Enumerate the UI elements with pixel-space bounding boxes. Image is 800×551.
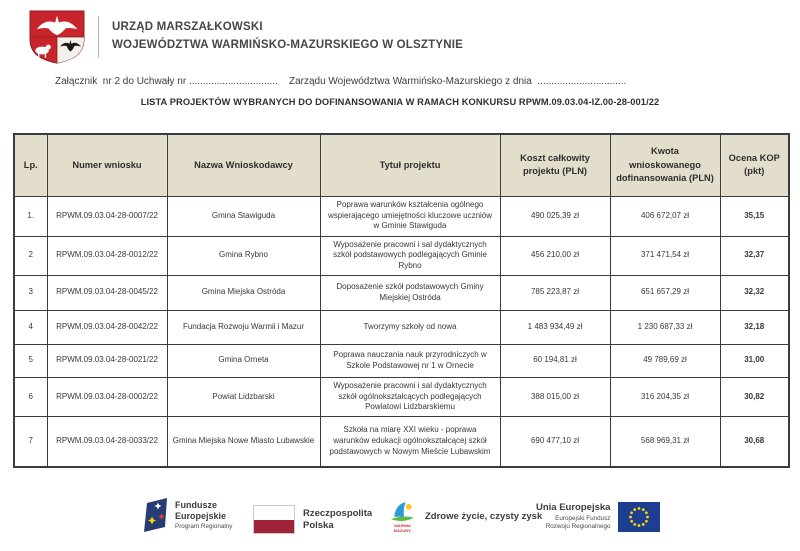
col-header-numer-wniosku: Numer wniosku: [47, 134, 167, 196]
european-funds-flag-icon: [144, 498, 168, 532]
cell-ocena: 32,37: [720, 236, 789, 275]
eu-sub1: Europejski Fundusz: [555, 514, 611, 522]
unia-europejska-text: [536, 503, 610, 531]
document-title: LISTA PROJEKTÓW WYBRANYCH DO DOFINANSOWANIA W RAMACH KONKURSU RPWM.09.03.04-IZ.00-28-001/22: [140, 97, 660, 107]
rzeczpospolita-polska-text: [303, 508, 372, 531]
cell-lp: 3: [14, 275, 47, 310]
table-row: [14, 196, 789, 236]
cell-koszt: 456 210,00 zł: [500, 236, 610, 275]
cell-koszt: 60 194,81 zł: [500, 344, 610, 377]
eu-line1: Unia Europejska: [536, 502, 611, 514]
fe-line1: Fundusze: [175, 500, 217, 511]
cell-lp: 4: [14, 310, 47, 344]
cell-lp: 2: [14, 236, 47, 275]
cell-tytul: Szkoła na miarę XXI wieku - poprawa warunków edukacji ogólnokształcącej szkół podstawowych w Nowym Mieście Lubawskim: [320, 417, 500, 467]
cell-kwota: 568 969,31 zł: [610, 417, 720, 467]
logo-rzeczpospolita-polska: [253, 505, 372, 534]
table-row: [14, 236, 789, 275]
letterhead-divider: [98, 16, 99, 58]
cell-wnioskodawca: Gmina Stawiguda: [167, 196, 320, 236]
cell-numer-wniosku: RPWM.09.03.04-28-0045/22: [47, 275, 167, 310]
cell-numer-wniosku: RPWM.09.03.04-28-0007/22: [47, 196, 167, 236]
table-row: [14, 310, 789, 344]
cell-numer-wniosku: RPWM.09.03.04-28-0012/22: [47, 236, 167, 275]
footer-logos: [0, 494, 800, 546]
cell-tytul: Tworzymy szkoły od nowa: [320, 310, 500, 344]
warmia-mazury-badge: [389, 500, 416, 534]
cell-lp: 1.: [14, 196, 47, 236]
table-header-row: [14, 134, 789, 196]
cell-wnioskodawca: Gmina Orneta: [167, 344, 320, 377]
col-header-wnioskodawca: Nazwa Wnioskodawcy: [167, 134, 320, 196]
cell-kwota: 316 204,35 zł: [610, 377, 720, 416]
warmia-masuria-coat-of-arms-icon: [28, 10, 86, 64]
warmia-mazury-sail-icon: [389, 500, 416, 523]
eu-flag-icon: [618, 502, 660, 532]
cell-ocena: 30,68: [720, 417, 789, 467]
projects-table: [13, 133, 790, 468]
cell-ocena: 30,82: [720, 377, 789, 416]
pl-line1: Rzeczpospolita: [303, 508, 373, 520]
col-header-tytul: Tytuł projektu: [320, 134, 500, 196]
cell-numer-wniosku: RPWM.09.03.04-28-0002/22: [47, 377, 167, 416]
cell-kwota: 371 471,54 zł: [610, 236, 720, 275]
cell-koszt: 1 483 934,49 zł: [500, 310, 610, 344]
cell-koszt: 490 025,39 zł: [500, 196, 610, 236]
cell-kwota: 651 657,29 zł: [610, 275, 720, 310]
col-header-lp: Lp.: [14, 134, 47, 196]
cell-numer-wniosku: RPWM.09.03.04-28-0042/22: [47, 310, 167, 344]
eu-sub2: Rozwoju Regionalnego: [545, 522, 611, 530]
cell-numer-wniosku: RPWM.09.03.04-28-0021/22: [47, 344, 167, 377]
cell-ocena: 32,32: [720, 275, 789, 310]
cell-tytul: Wyposażenie pracowni i sal dydaktycznych szkół podstawowych podlegających Gminie Rybno: [320, 236, 500, 275]
pl-line2: Polska: [303, 519, 334, 531]
cell-tytul: Wyposażenie pracowni i sal dydaktycznych szkół ogólnokształcących podlegających Powiatowi Lidzbarskiemu: [320, 377, 500, 416]
cell-koszt: 785 223,87 zł: [500, 275, 610, 310]
cell-lp: 6: [14, 377, 47, 416]
letterhead: [28, 10, 463, 64]
cell-wnioskodawca: Fundacja Rozwoju Warmii i Mazur: [167, 310, 320, 344]
cell-tytul: Poprawa nauczania nauk przyrodniczych w Szkole Podstawowej nr 1 w Ornecie: [320, 344, 500, 377]
cell-kwota: 1 230 687,33 zł: [610, 310, 720, 344]
cell-koszt: 388 015,00 zł: [500, 377, 610, 416]
logo-warmia-mazury: [389, 500, 542, 534]
col-header-koszt: Koszt całkowity projektu (PLN): [500, 134, 610, 196]
table-row: [14, 377, 789, 416]
poland-flag-icon: [253, 505, 295, 534]
cell-kwota: 406 672,07 zł: [610, 196, 720, 236]
cell-lp: 5: [14, 344, 47, 377]
cell-ocena: 31,00: [720, 344, 789, 377]
col-header-ocena: Ocena KOP (pkt): [720, 134, 789, 196]
fundusze-europejskie-text: [175, 500, 232, 530]
logo-fundusze-europejskie: [144, 498, 232, 532]
warmia-mazury-brand-text: WARMIA MAZURY.: [393, 523, 412, 533]
attachment-reference-line: Załącznik nr 2 do Uchwały nr ................................ Zarządu Województwa Warmińsko-Mazurskiego z dnia ................................: [55, 76, 627, 87]
col-header-kwota: Kwota wnioskowanego dofinansowania (PLN): [610, 134, 720, 196]
cell-wnioskodawca: Gmina Miejska Ostróda: [167, 275, 320, 310]
warmia-mazury-tagline: Zdrowe życie, czysty zysk: [425, 511, 543, 523]
table-row: [14, 417, 789, 467]
logo-unia-europejska: [536, 502, 660, 532]
cell-wnioskodawca: Gmina Rybno: [167, 236, 320, 275]
fe-line2: Europejskie: [175, 510, 227, 521]
cell-wnioskodawca: Powiat Lidzbarski: [167, 377, 320, 416]
cell-kwota: 49 789,69 zł: [610, 344, 720, 377]
table-row: [14, 275, 789, 310]
cell-koszt: 690 477,10 zł: [500, 417, 610, 467]
cell-wnioskodawca: Gmina Miejska Nowe Miasto Lubawskie: [167, 417, 320, 467]
org-name-line1: URZĄD MARSZAŁKOWSKI: [112, 21, 263, 34]
org-name: [112, 19, 463, 55]
fe-subtitle: Program Regionalny: [175, 522, 233, 530]
cell-ocena: 32,18: [720, 310, 789, 344]
cell-tytul: Doposażenie szkół podstawowych Gminy Miejskiej Ostróda: [320, 275, 500, 310]
org-name-line2: WOJEWÓDZTWA WARMIŃSKO-MAZURSKIEGO W OLSZTYNIE: [112, 39, 463, 51]
cell-numer-wniosku: RPWM.09.03.04-28-0033/22: [47, 417, 167, 467]
table-row: [14, 344, 789, 377]
cell-ocena: 35,15: [720, 196, 789, 236]
cell-tytul: Poprawa warunków kształcenia ogólnego wspierającego umiejętności kluczowe uczniów w Gminie Stawiguda: [320, 196, 500, 236]
cell-lp: 7: [14, 417, 47, 467]
